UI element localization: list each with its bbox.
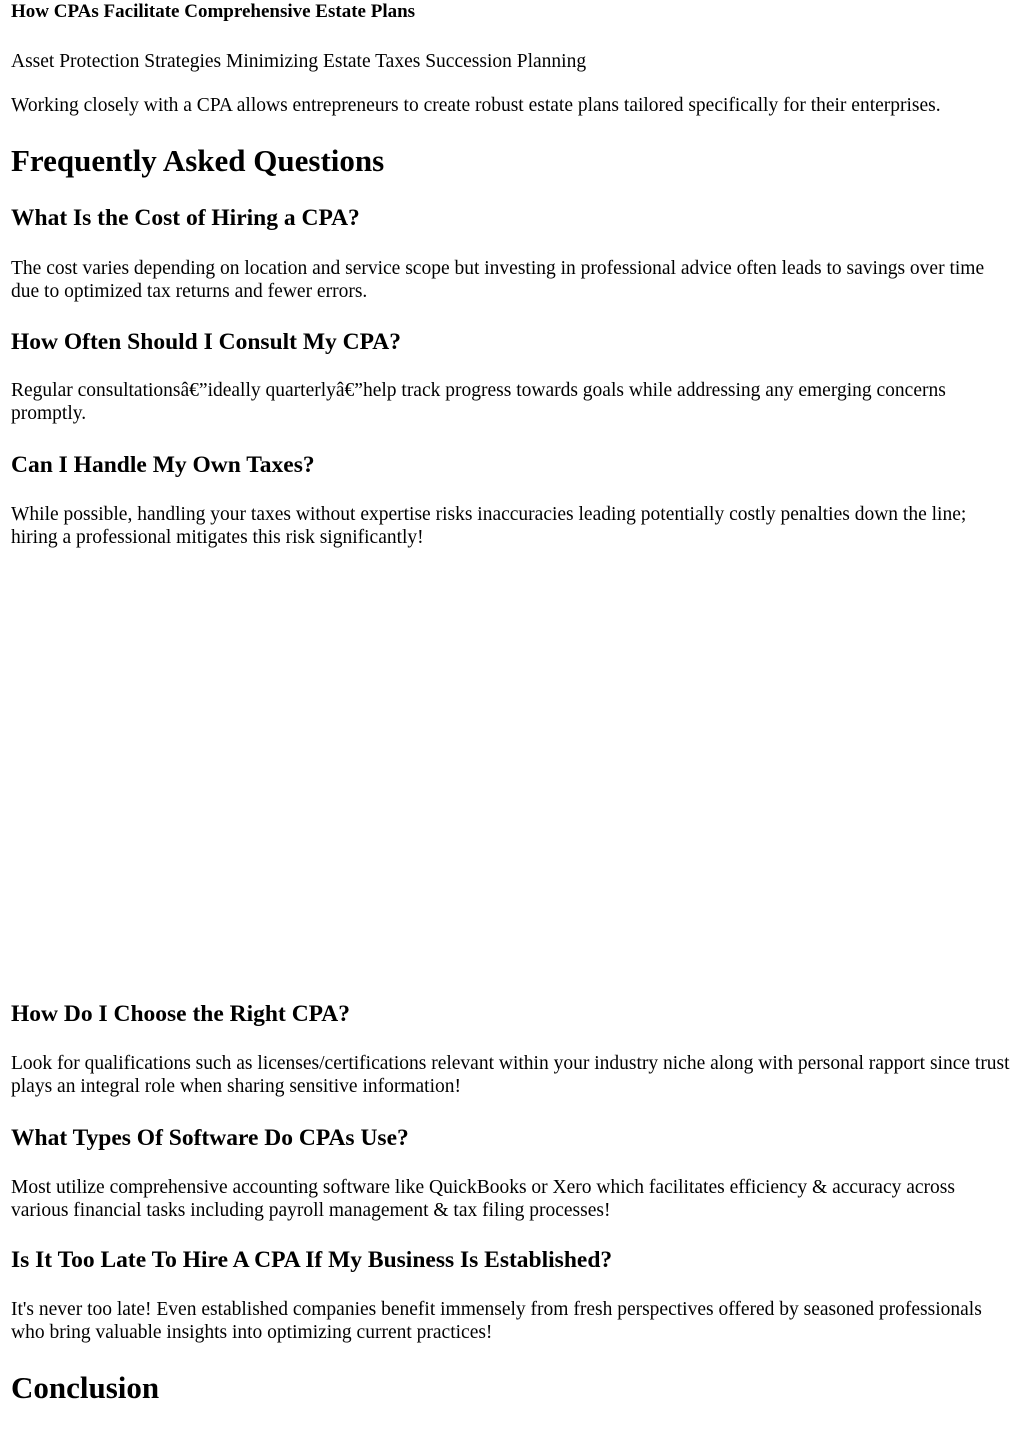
faq-question: How Do I Choose the Right CPA? [11, 1001, 351, 1027]
faq-answer: Most utilize comprehensive accounting software like QuickBooks or Xero which facilitates efficiency & accuracy across various financial tasks including payroll management & tax filing processes! [11, 1177, 955, 1221]
faq-question: How Often Should I Consult My CPA? [11, 329, 401, 355]
faq-question: What Types Of Software Do CPAs Use? [11, 1125, 409, 1151]
faq-question: Can I Handle My Own Taxes? [11, 452, 315, 478]
section-title: How CPAs Facilitate Comprehensive Estate Plans [11, 1, 416, 22]
intro-paragraph: Working closely with a CPA allows entrepreneurs to create robust estate plans tailored specifically for their enterprises. [11, 95, 941, 116]
faq-question: Is It Too Late To Hire A CPA If My Business Is Established? [11, 1247, 613, 1273]
topic-list: Asset Protection Strategies Minimizing Estate Taxes Succession Planning [11, 51, 587, 72]
faq-answer: While possible, handling your taxes without expertise risks inaccuracies leading potentially costly penalties down the line; hiring a professional mitigates this risk significantly! [11, 504, 967, 548]
faq-heading: Frequently Asked Questions [11, 143, 385, 178]
faq-question: What Is the Cost of Hiring a CPA? [11, 205, 360, 231]
faq-answer: Look for qualifications such as licenses/certifications relevant within your industry niche along with personal rapport since trust plays an integral role when sharing sensitive information! [11, 1053, 1010, 1097]
faq-answer: It's never too late! Even established companies benefit immensely from fresh perspectives offered by seasoned professionals who bring valuable insights into optimizing current practices! [11, 1299, 982, 1343]
faq-answer: The cost varies depending on location and service scope but investing in professional advice often leads to savings over time due to optimized tax returns and fewer errors. [11, 258, 985, 302]
blank-embed-area [11, 565, 1011, 985]
conclusion-heading: Conclusion [11, 1370, 160, 1405]
faq-answer: Regular consultationsâ€”ideally quarterlyâ€”help track progress towards goals while addressing any emerging concerns promptly. [11, 380, 946, 424]
